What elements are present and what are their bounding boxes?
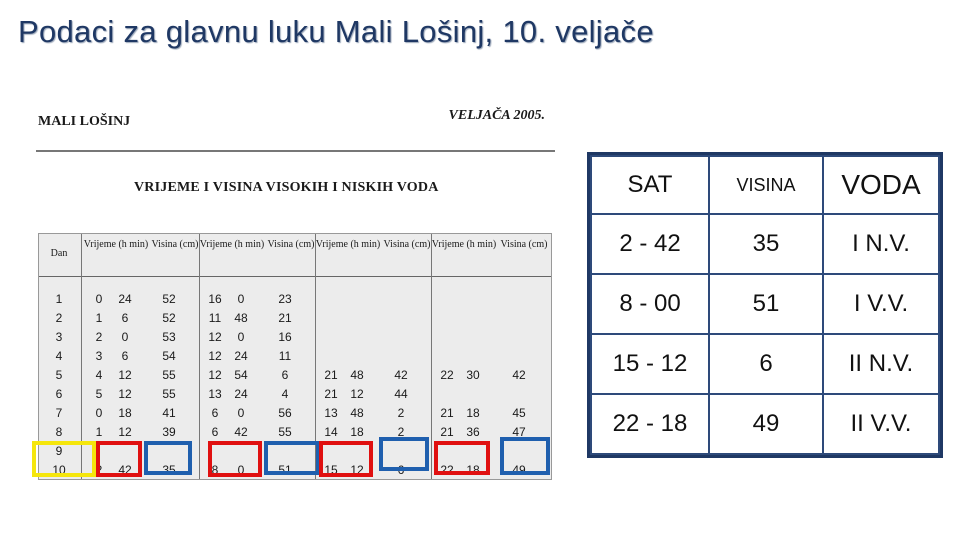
- time-cell: 0: [237, 292, 245, 306]
- time-cell: 22 - 18: [591, 394, 709, 454]
- scan-month: VELJAČA 2005.: [448, 108, 545, 123]
- height-cell: 47: [512, 425, 526, 439]
- table-row: [591, 274, 939, 334]
- time-cell: 6: [121, 311, 129, 325]
- time-cell: 8: [211, 463, 219, 477]
- time-cell: 6: [211, 425, 219, 439]
- height-cell: 16: [278, 330, 292, 344]
- height-cell: 4: [281, 387, 289, 401]
- time-cell: 21: [324, 387, 338, 401]
- day-cell: 5: [55, 368, 63, 382]
- time-cell: 15 - 12: [591, 334, 709, 394]
- time-cell: 0: [237, 406, 245, 420]
- time-cell: 18: [118, 406, 132, 420]
- height-cell: 56: [278, 406, 292, 420]
- highlight-height-4: [500, 437, 550, 475]
- time-cell: 21: [440, 425, 454, 439]
- height-cell: 51: [278, 463, 292, 477]
- time-cell: 18: [350, 425, 364, 439]
- header-visina: VISINA: [709, 156, 823, 214]
- highlight-time-2: [208, 441, 262, 477]
- header-time-1: Vrijeme (h min): [83, 239, 149, 250]
- table-row: [39, 313, 549, 324]
- header-time-2: Vrijeme (h min): [199, 239, 265, 250]
- highlight-height-3: [379, 437, 429, 471]
- time-cell: 13: [324, 406, 338, 420]
- height-cell: 52: [162, 311, 176, 325]
- time-cell: 1: [95, 425, 103, 439]
- height-cell: 45: [512, 406, 526, 420]
- highlight-time-4: [434, 441, 490, 475]
- table-row: [39, 332, 549, 343]
- time-cell: 42: [118, 463, 132, 477]
- time-cell: 15: [324, 463, 338, 477]
- time-cell: 48: [350, 368, 364, 382]
- height-cell: 53: [162, 330, 176, 344]
- height-cell: 51: [709, 274, 823, 334]
- highlight-day-10: [32, 441, 96, 477]
- time-cell: 22: [440, 368, 454, 382]
- height-cell: 6: [397, 463, 405, 477]
- height-cell: 11: [278, 349, 292, 363]
- time-cell: 4: [95, 368, 103, 382]
- time-cell: 12: [118, 425, 132, 439]
- header-height-2: Visina (cm): [267, 239, 315, 250]
- height-cell: 39: [162, 425, 176, 439]
- day-cell: 9: [55, 444, 63, 458]
- table-row: [39, 427, 549, 438]
- time-cell: 42: [234, 425, 248, 439]
- time-cell: 12: [208, 330, 222, 344]
- table-row: [591, 394, 939, 454]
- table-row: [39, 408, 549, 419]
- time-cell: 16: [208, 292, 222, 306]
- time-cell: 30: [466, 368, 480, 382]
- height-cell: 35: [162, 463, 176, 477]
- table-header-row: [591, 156, 939, 214]
- time-cell: 12: [118, 368, 132, 382]
- height-cell: 42: [512, 368, 526, 382]
- height-cell: 55: [162, 368, 176, 382]
- time-cell: 2: [95, 463, 103, 477]
- day-cell: 7: [55, 406, 63, 420]
- time-cell: 36: [466, 425, 480, 439]
- time-cell: 11: [208, 311, 222, 325]
- highlight-height-1: [144, 441, 192, 475]
- height-cell: 35: [709, 214, 823, 274]
- water-cell: I N.V.: [823, 214, 939, 274]
- time-cell: 24: [234, 387, 248, 401]
- day-cell: 6: [55, 387, 63, 401]
- time-cell: 1: [95, 311, 103, 325]
- time-cell: 6: [211, 406, 219, 420]
- time-cell: 14: [324, 425, 338, 439]
- highlight-height-2: [264, 441, 320, 475]
- table-row: [39, 389, 549, 400]
- header-height-1: Visina (cm): [151, 239, 199, 250]
- time-cell: 6: [121, 349, 129, 363]
- height-cell: 52: [162, 292, 176, 306]
- header-time-4: Vrijeme (h min): [431, 239, 497, 250]
- time-cell: 13: [208, 387, 222, 401]
- time-cell: 0: [237, 330, 245, 344]
- time-cell: 21: [324, 368, 338, 382]
- day-cell: 10: [52, 463, 66, 477]
- time-cell: 18: [466, 406, 480, 420]
- time-cell: 12: [350, 387, 364, 401]
- height-cell: 54: [162, 349, 176, 363]
- tide-table-scan: [30, 100, 555, 480]
- time-cell: 0: [95, 292, 103, 306]
- height-cell: 6: [709, 334, 823, 394]
- time-cell: 12: [118, 387, 132, 401]
- water-cell: II N.V.: [823, 334, 939, 394]
- height-cell: 41: [162, 406, 176, 420]
- time-cell: 3: [95, 349, 103, 363]
- water-cell: I V.V.: [823, 274, 939, 334]
- time-cell: 21: [440, 406, 454, 420]
- height-cell: 42: [394, 368, 408, 382]
- water-cell: II V.V.: [823, 394, 939, 454]
- table-row: [591, 334, 939, 394]
- divider: [39, 276, 551, 277]
- day-cell: 4: [55, 349, 63, 363]
- time-cell: 2: [95, 330, 103, 344]
- header-day: Dan: [50, 248, 68, 259]
- day-cell: 2: [55, 311, 63, 325]
- table-row: [39, 294, 549, 305]
- time-cell: 12: [350, 463, 364, 477]
- header-sat: SAT: [591, 156, 709, 214]
- height-cell: 55: [278, 425, 292, 439]
- height-cell: 44: [394, 387, 408, 401]
- time-cell: 5: [95, 387, 103, 401]
- height-cell: 21: [278, 311, 292, 325]
- page-title: Podaci za glavnu luku Mali Lošinj, 10. veljače: [18, 14, 654, 49]
- time-cell: 24: [118, 292, 132, 306]
- highlight-time-1: [96, 441, 142, 477]
- height-cell: 23: [278, 292, 292, 306]
- day-cell: 3: [55, 330, 63, 344]
- height-cell: 2: [397, 406, 405, 420]
- table-row: [39, 370, 549, 381]
- divider: [36, 150, 555, 152]
- time-cell: 12: [208, 368, 222, 382]
- scan-subtitle: VRIJEME I VISINA VISOKIH I NISKIH VODA: [134, 180, 439, 195]
- header-height-3: Visina (cm): [383, 239, 431, 250]
- height-cell: 55: [162, 387, 176, 401]
- height-cell: 2: [397, 425, 405, 439]
- header-voda: VODA: [823, 156, 939, 214]
- height-cell: 6: [281, 368, 289, 382]
- time-cell: 12: [208, 349, 222, 363]
- time-cell: 54: [234, 368, 248, 382]
- day-cell: 8: [55, 425, 63, 439]
- time-cell: 24: [234, 349, 248, 363]
- scan-location: MALI LOŠINJ: [38, 114, 131, 129]
- time-cell: 22: [440, 463, 454, 477]
- day-cell: 1: [55, 292, 63, 306]
- highlight-time-3: [319, 441, 373, 477]
- header-time-3: Vrijeme (h min): [315, 239, 381, 250]
- time-cell: 48: [234, 311, 248, 325]
- time-cell: 0: [121, 330, 129, 344]
- time-cell: 18: [466, 463, 480, 477]
- table-row: [591, 214, 939, 274]
- header-height-4: Visina (cm): [500, 239, 548, 250]
- time-cell: 8 - 00: [591, 274, 709, 334]
- table-row: [39, 351, 549, 362]
- tide-info-table: [590, 155, 940, 455]
- time-cell: 0: [237, 463, 245, 477]
- time-cell: 48: [350, 406, 364, 420]
- time-cell: 2 - 42: [591, 214, 709, 274]
- height-cell: 49: [709, 394, 823, 454]
- height-cell: 49: [512, 463, 526, 477]
- time-cell: 0: [95, 406, 103, 420]
